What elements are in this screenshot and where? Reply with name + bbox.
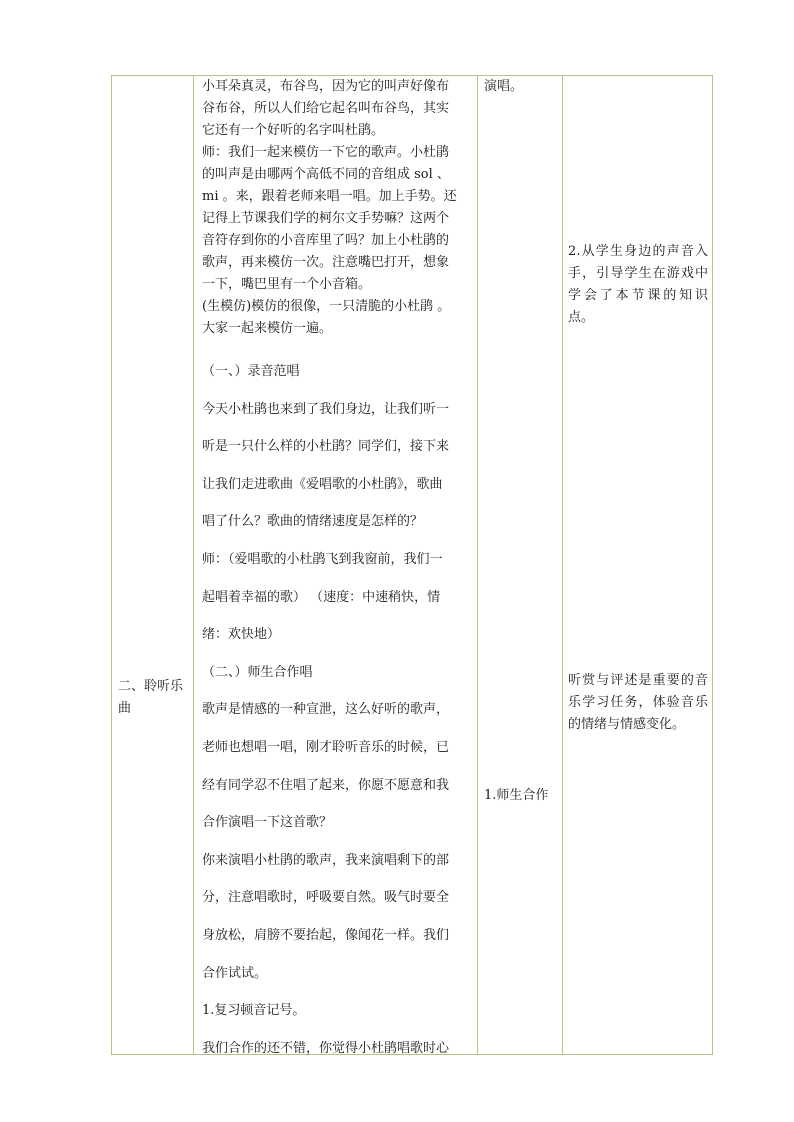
content-line: 一下，嘴巴里有一个小音箱。: [202, 277, 372, 292]
content-line: 的叫声是由哪两个高低不同的音组成 sol 、: [202, 167, 450, 182]
content-line: 今天小杜鹃也来到了我们身边，让我们听一: [202, 401, 450, 417]
content-line: 合作演唱一下这首歌？: [202, 815, 333, 831]
design-intent-text: 2.从学生身边的声音入手，引导学生在游戏中学会了本节课的知识点。: [568, 244, 708, 325]
content-line: 合作试试。: [202, 965, 268, 981]
content-line: 分，注意唱歌时，呼吸要自然。吸气时要全: [202, 890, 450, 906]
content-line: 绪：欢快地）: [202, 627, 281, 643]
content-line: 起唱着幸福的歌） （速度：中速稍快，情: [202, 589, 441, 605]
section-heading: （一、）录音范唱: [202, 364, 300, 379]
content-line: 大家一起来模仿一遍。: [202, 321, 333, 336]
content-line: 谷布谷，所以人们给它起名叫布谷鸟，其实: [202, 101, 450, 116]
section-heading: 1.复习顿音记号。: [202, 1003, 306, 1019]
content-line: 你来演唱小杜鹃的歌声，我来演唱剩下的部: [202, 852, 450, 868]
content-line: 身放松，肩膀不要抬起，像闻花一样。我们: [202, 927, 450, 943]
content-bottom: [202, 353, 474, 1067]
student-activity-text: 演唱。: [484, 79, 524, 94]
content-line: 歌声，再来模仿一次。注意嘴巴打开，想象: [202, 255, 450, 270]
design-intent-text: 听赏与评述是重要的音乐学习任务，体验音乐的情绪与情感变化。: [568, 673, 708, 732]
design-intent-2: [568, 670, 708, 736]
content-line: 它还有一个好听的名字叫杜鹃。: [202, 123, 385, 138]
content-line: 听是一只什么样的小杜鹃？同学们，接下来: [202, 439, 450, 455]
column-divider: [562, 76, 563, 1054]
lesson-plan-table: [111, 75, 713, 1055]
content-line: 唱了什么？歌曲的情绪速度是怎样的？: [202, 514, 424, 530]
column-divider: [193, 76, 194, 1054]
content-line: 师：我们一起来模仿一下它的歌声。小杜鹃: [202, 145, 450, 160]
student-activity-top: [484, 76, 556, 98]
content-line: 音符存到你的小音库里了吗？加上小杜鹃的: [202, 233, 450, 248]
student-activity-mid: [484, 785, 556, 807]
content-line: 小耳朵真灵，布谷鸟，因为它的叫声好像布: [202, 79, 450, 94]
design-intent-1: [568, 241, 708, 329]
student-activity-text: 1.师生合作: [484, 788, 549, 803]
stage-label: 二、聆听乐曲: [118, 679, 184, 716]
content-line: 师：（爱唱歌的小杜鹃飞到我窗前，我们一: [202, 551, 443, 567]
stage-cell: [118, 676, 194, 720]
section-heading: （二、）师生合作唱: [202, 664, 313, 680]
content-line: 经有同学忍不住唱了起来，你愿不愿意和我: [202, 777, 450, 793]
content-line: (生模仿)模仿的很像，一只清脆的小杜鹃 。: [202, 299, 451, 314]
content-line: 老师也想唱一唱，刚才聆听音乐的时候，已: [202, 739, 450, 755]
content-line: mi 。来，跟着老师来唱一唱。加上手势。还: [202, 189, 457, 204]
content-line: 记得上节课我们学的柯尔文手势嘛？这两个: [202, 211, 450, 226]
content-line: 歌声是情感的一种宣泄，这么好听的歌声，: [202, 702, 450, 718]
content-line: 让我们走进歌曲《爱唱歌的小杜鹃》，歌曲: [202, 476, 443, 492]
column-divider: [477, 76, 478, 1054]
content-top: [202, 76, 474, 340]
content-line: 我们合作的还不错，你觉得小杜鹃唱歌时心: [202, 1040, 450, 1056]
